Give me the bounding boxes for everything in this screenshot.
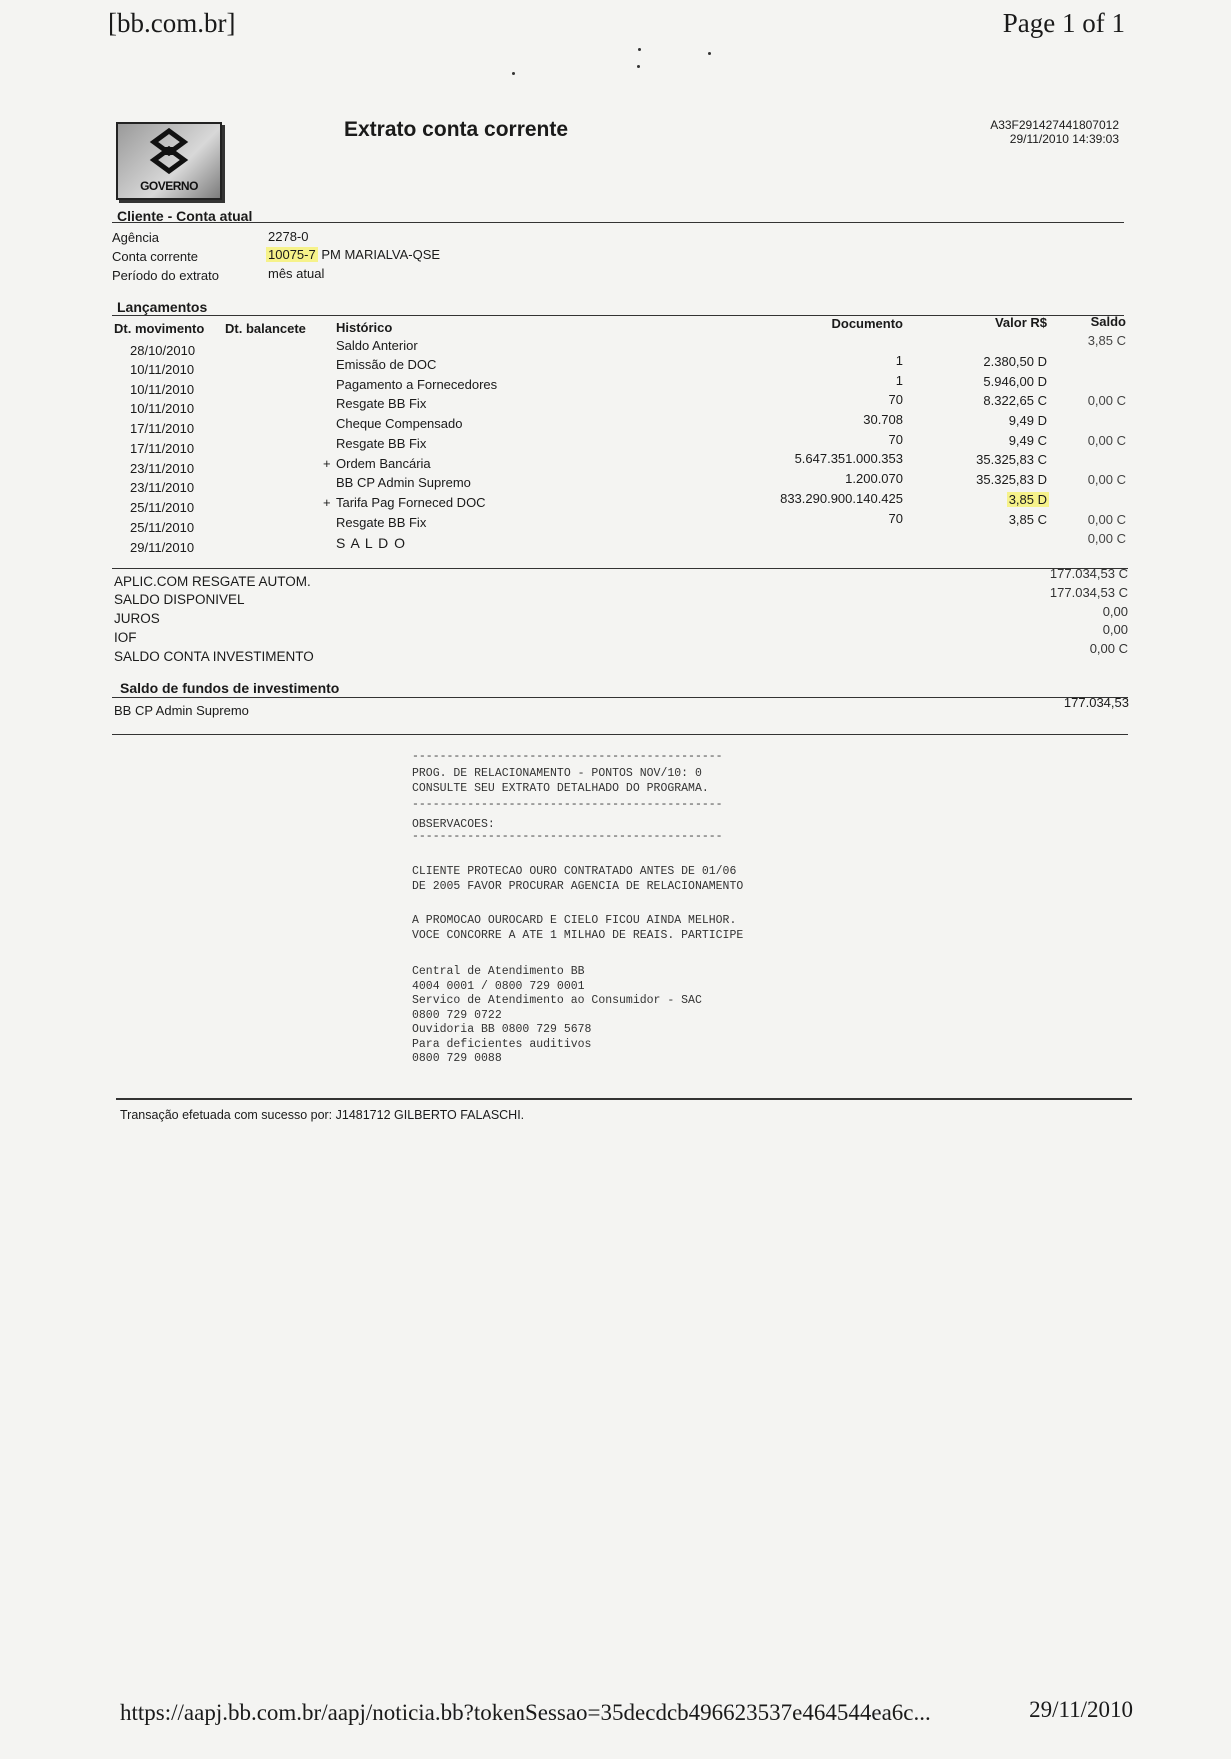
dash-line: ---------------------------------------------	[412, 830, 723, 843]
fundo-name: BB CP Admin Supremo	[114, 703, 249, 718]
header-dt-balancete: Dt. balancete	[225, 321, 306, 336]
print-footer-date: 29/11/2010	[1029, 1697, 1133, 1722]
divider	[112, 315, 1124, 316]
cell-documento: 70	[888, 511, 903, 526]
document-code-value: A33F291427441807012	[990, 118, 1119, 132]
print-header-site: [bb.com.br]	[108, 8, 236, 38]
scan-speck	[708, 52, 711, 55]
cell-dt-movimento: 23/11/2010	[130, 461, 195, 476]
cell-historico: Resgate BB Fix	[336, 396, 427, 411]
cell-documento: 5.647.351.000.353	[794, 451, 903, 466]
cell-documento: 70	[888, 392, 903, 407]
resumo-value: 0,00	[1102, 622, 1128, 637]
contato-linha: 4004 0001 / 0800 729 0001	[412, 979, 585, 993]
mensagem-promocao	[412, 914, 743, 943]
document-code	[990, 118, 1119, 146]
cell-historico: Pagamento a Fornecedores	[336, 377, 498, 392]
cell-saldo: 0,00 C	[1087, 433, 1126, 448]
dash-line: ---------------------------------------------	[412, 750, 723, 763]
cell-historico: Tarifa Pag Forneced DOC	[336, 495, 486, 510]
resumo-label: SALDO CONTA INVESTIMENTO	[114, 649, 314, 664]
cell-saldo: 0,00 C	[1087, 512, 1126, 527]
agencia-label: Agência	[112, 230, 159, 245]
contato-linha: Servico de Atendimento ao Consumidor - SAC	[412, 994, 702, 1007]
mensagem-linha: DE 2005 FAVOR PROCURAR AGENCIA DE RELACIONAMENTO	[412, 879, 744, 893]
conta-name: PM MARIALVA-QSE	[321, 247, 441, 262]
periodo-value: mês atual	[268, 266, 325, 281]
conta-value: 10075-7	[268, 247, 316, 262]
cell-dt-movimento: 23/11/2010	[130, 480, 195, 495]
divider	[112, 222, 1124, 223]
scan-speck	[512, 72, 515, 75]
mensagem-linha: A PROMOCAO OUROCARD E CIELO FICOU AINDA MELHOR.	[412, 914, 737, 927]
cell-historico: Cheque Compensado	[336, 416, 463, 431]
dash-line: ---------------------------------------------	[412, 798, 723, 811]
resumo-label: JUROS	[114, 611, 160, 626]
cell-valor: 35.325,83 D	[976, 472, 1047, 487]
mensagem-linha: PROG. DE RELACIONAMENTO - PONTOS NOV/10: 0	[412, 767, 702, 780]
header-valor: Valor R$	[994, 315, 1047, 330]
resumo-value: 0,00 C	[1089, 641, 1128, 656]
cell-dt-movimento: 10/11/2010	[130, 401, 195, 416]
contato-linha: Para deficientes auditivos	[412, 1037, 592, 1051]
header-dt-movimento: Dt. movimento	[114, 321, 205, 336]
mensagem-linha: CONSULTE SEU EXTRATO DETALHADO DO PROGRAMA.	[412, 781, 709, 795]
logo-text: GOVERNO	[140, 179, 198, 193]
cell-valor: 9,49 D	[1008, 413, 1047, 428]
divider	[112, 697, 1128, 698]
cell-valor: 3,85 C	[1008, 512, 1047, 527]
resumo-label: SALDO DISPONIVEL	[114, 592, 245, 607]
mensagem-linha: CLIENTE PROTECAO OURO CONTRATADO ANTES DE 01/06	[412, 865, 737, 878]
cell-historico: BB CP Admin Supremo	[336, 475, 471, 490]
cell-valor: 35.325,83 C	[976, 452, 1047, 467]
header-saldo: Saldo	[1090, 314, 1126, 329]
cell-dt-movimento: 17/11/2010	[130, 421, 195, 436]
cell-historico: Resgate BB Fix	[336, 515, 427, 530]
resumo-label: IOF	[114, 630, 137, 645]
document-title: Extrato conta corrente	[344, 118, 569, 141]
cell-documento: 1	[895, 373, 903, 388]
contato-linha: Central de Atendimento BB	[412, 965, 585, 978]
resumo-value: 177.034,53 C	[1049, 566, 1128, 581]
divider	[112, 568, 1128, 569]
cell-historico: Saldo Anterior	[336, 338, 418, 353]
cell-documento: 70	[888, 432, 903, 447]
cell-dt-movimento: 29/11/2010	[130, 540, 195, 555]
resumo-value: 0,00	[1102, 604, 1128, 619]
mensagem-contatos	[412, 965, 702, 1067]
cell-dt-movimento: 17/11/2010	[130, 441, 195, 456]
cell-dt-movimento: 10/11/2010	[130, 382, 195, 397]
document-datetime: 29/11/2010 14:39:03	[1009, 132, 1119, 146]
cell-dt-movimento: 28/10/2010	[130, 343, 196, 358]
section-title-fundos: Saldo de fundos de investimento	[120, 680, 340, 696]
fundo-value: 177.034,53	[1063, 695, 1129, 710]
cell-documento: 1.200.070	[845, 471, 903, 486]
cell-valor: 3,85 D	[1008, 492, 1047, 507]
cell-valor: 8.322,65 C	[983, 393, 1047, 408]
cell-valor: 2.380,50 D	[983, 354, 1047, 369]
cell-historico: Ordem Bancária	[336, 456, 431, 471]
resumo-value: 177.034,53 C	[1049, 585, 1128, 600]
print-footer-url: https://aapj.bb.com.br/aapj/noticia.bb?tokenSessao=35decdcb496623537e464544ea6c...	[120, 1700, 931, 1725]
cell-saldo: 0,00 C	[1087, 531, 1126, 546]
header-documento: Documento	[831, 316, 903, 331]
cell-valor: 5.946,00 D	[983, 374, 1047, 389]
mensagem-linha: VOCE CONCORRE A ATE 1 MILHAO DE REAIS. PARTICIPE	[412, 928, 744, 942]
scan-speck	[637, 65, 640, 68]
cell-historico: Resgate BB Fix	[336, 436, 427, 451]
conta-value-group	[266, 247, 440, 262]
cell-dt-movimento: 25/11/2010	[130, 520, 195, 535]
cell-valor: 9,49 C	[1008, 433, 1047, 448]
cell-prefix: +	[323, 456, 331, 471]
cell-saldo: 3,85 C	[1087, 333, 1126, 348]
bank-logo	[116, 122, 222, 200]
cell-saldo: 0,00 C	[1087, 472, 1126, 487]
mensagem-obs: OBSERVACOES:	[412, 818, 495, 831]
agencia-value: 2278-0	[268, 229, 309, 244]
bb-logo-icon	[144, 128, 194, 174]
section-title-cliente: Cliente - Conta atual	[117, 208, 253, 224]
transacao-status: Transação efetuada com sucesso por: J1481712 GILBERTO FALASCHI.	[120, 1108, 525, 1122]
cell-documento: 833.290.900.140.425	[780, 491, 903, 506]
scan-speck	[638, 48, 641, 51]
header-historico: Histórico	[336, 320, 393, 335]
section-title-lancamentos: Lançamentos	[117, 299, 208, 315]
resumo-label: APLIC.COM RESGATE AUTOM.	[114, 574, 311, 589]
periodo-label: Período do extrato	[112, 268, 219, 283]
cell-saldo: 0,00 C	[1087, 393, 1126, 408]
cell-documento: 30.708	[863, 412, 903, 427]
cell-dt-movimento: 25/11/2010	[130, 500, 195, 515]
cell-dt-movimento: 10/11/2010	[130, 362, 195, 377]
print-header-page: Page 1 of 1	[1002, 8, 1125, 38]
divider	[112, 734, 1128, 735]
cell-documento: 1	[895, 353, 903, 368]
mensagem-protecao	[412, 865, 743, 894]
contato-linha: 0800 729 0088	[412, 1052, 502, 1065]
divider	[116, 1098, 1132, 1100]
contato-linha: Ouvidoria BB 0800 729 5678	[412, 1023, 592, 1036]
contato-linha: 0800 729 0722	[412, 1008, 502, 1022]
conta-label: Conta corrente	[112, 249, 198, 264]
cell-historico: S A L D O	[336, 535, 406, 551]
cell-prefix: +	[323, 495, 331, 510]
cell-historico: Emissão de DOC	[336, 357, 437, 372]
mensagem-pontos	[412, 767, 709, 796]
